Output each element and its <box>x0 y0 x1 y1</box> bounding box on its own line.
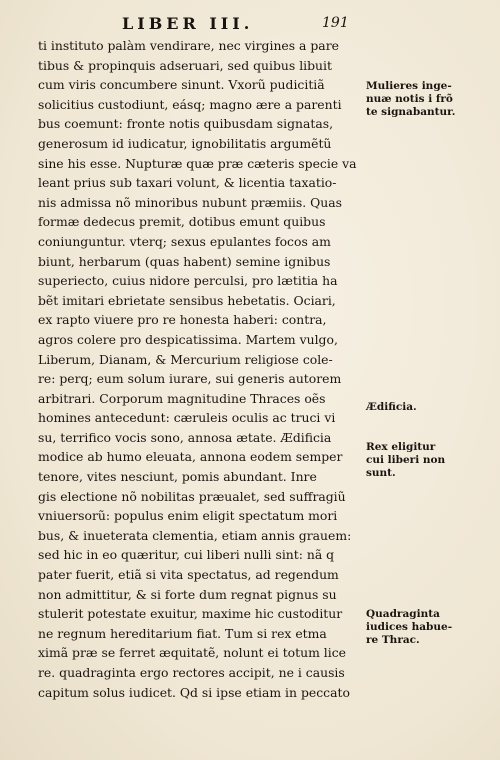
margin-note-line: sunt. <box>366 467 396 479</box>
text-line: ti instituto palàm vendirare, nec virgines a pare <box>38 38 339 53</box>
text-line: tenore, vites nesciunt, pomis abundant. Inre <box>38 469 317 485</box>
margin-note <box>366 401 496 414</box>
margin-note-line: iudices habue- <box>366 621 453 633</box>
text-line: superiecto, cuius nidore perculsi, pro lætitia ha <box>38 273 338 289</box>
text-line: generosum id iudicatur, ignobilitatis argumẽtũ <box>38 135 332 151</box>
text-line: agros colere pro despicatissima. Martem vulgo, <box>38 331 338 347</box>
margin-note-line: Quadraginta <box>366 608 440 620</box>
text-line: bus, & inueterata clementia, etiam annis grauem: <box>38 527 352 543</box>
margin-note <box>366 441 496 480</box>
margin-note-line: Ædificia. <box>366 401 417 413</box>
book-title: LIBER III. <box>122 14 254 33</box>
text-line: ximã præ se ferret æquitatẽ, nolunt ei totum lice <box>38 645 346 661</box>
text-line: su, terrifico vocis sono, annosa ætate. Ædificia <box>38 429 332 445</box>
text-line: arbitrari. Corporum magnitudine Thraces oẽs <box>38 390 326 406</box>
margin-note-line: te signabantur. <box>366 106 456 118</box>
text-line: tibus & propinquis adseruari, sed quibus libuit <box>38 57 332 73</box>
text-line: modice ab humo eleuata, annona eodem semper <box>38 449 343 465</box>
text-line: Liberum, Dianam, & Mercurium religiose cole- <box>38 351 333 367</box>
text-line: biunt, herbarum (quas habent) semine ignibus <box>38 253 331 269</box>
margin-note-line: re Thrac. <box>366 634 420 646</box>
text-line: formæ dedecus premit, dotibus emunt quibus <box>38 214 326 230</box>
text-line: coniunguntur. vterq; sexus epulantes focos am <box>38 233 331 249</box>
text-line: cum viris concumbere sinunt. Vxorũ pudicitiã <box>38 77 325 93</box>
text-line: homines antecedunt: cæruleis oculis ac truci vi <box>38 410 336 426</box>
text-line: nis admissa nõ minoribus nubunt præmiis. Quas <box>38 194 343 210</box>
text-line: sed hic in eo quæritur, cui liberi nulli sint: nã q <box>38 547 335 563</box>
text-line: solicitius custodiunt, eásq; magno ære a parenti <box>38 96 342 112</box>
page-number: 191 <box>322 15 349 31</box>
text-line: sine his esse. Nupturæ quæ præ cæteris specie va <box>38 155 357 171</box>
text-line: non admittitur, & si forte dum regnat pignus su <box>38 586 337 602</box>
margin-note-line: Rex eligitur <box>366 441 436 453</box>
running-header <box>0 14 500 34</box>
text-line: pater fuerit, etiã si vita spectatus, ad regendum <box>38 567 339 583</box>
text-line: gis electione nõ nobilitas præualet, sed suffragiũ <box>38 488 346 504</box>
text-line: re. quadraginta ergo rectores accipit, ne i causis <box>38 665 345 680</box>
margin-note-line: cui liberi non <box>366 454 446 466</box>
text-line: bẽt imitari ebrietate sensibus hebetatis. Ociari, <box>38 292 336 308</box>
text-line: ne regnum hereditarium fiat. Tum si rex etma <box>38 625 327 641</box>
text-line: bus coemunt: fronte notis quibusdam signatas, <box>38 116 334 132</box>
margin-note <box>366 80 496 119</box>
text-line: vniuersorũ: populus enim eligit spectatum mori <box>38 508 338 524</box>
body-text <box>38 36 368 702</box>
margin-note-line: nuæ notis i frõ <box>366 93 453 105</box>
text-line: re: perq; eum solum iurare, sui generis autorem <box>38 371 342 387</box>
text-line: stulerit potestate exuitur, maxime hic custoditur <box>38 606 343 622</box>
text-line: leant prius sub taxari volunt, & licentia taxatio- <box>38 175 337 191</box>
margin-note <box>366 608 496 647</box>
text-line: capitum solus iudicet. Qd si ipse etiam in peccato <box>38 684 350 700</box>
margin-note-line: Mulieres inge- <box>366 80 452 92</box>
text-line: ex rapto viuere pro re honesta haberi: contra, <box>38 312 327 328</box>
